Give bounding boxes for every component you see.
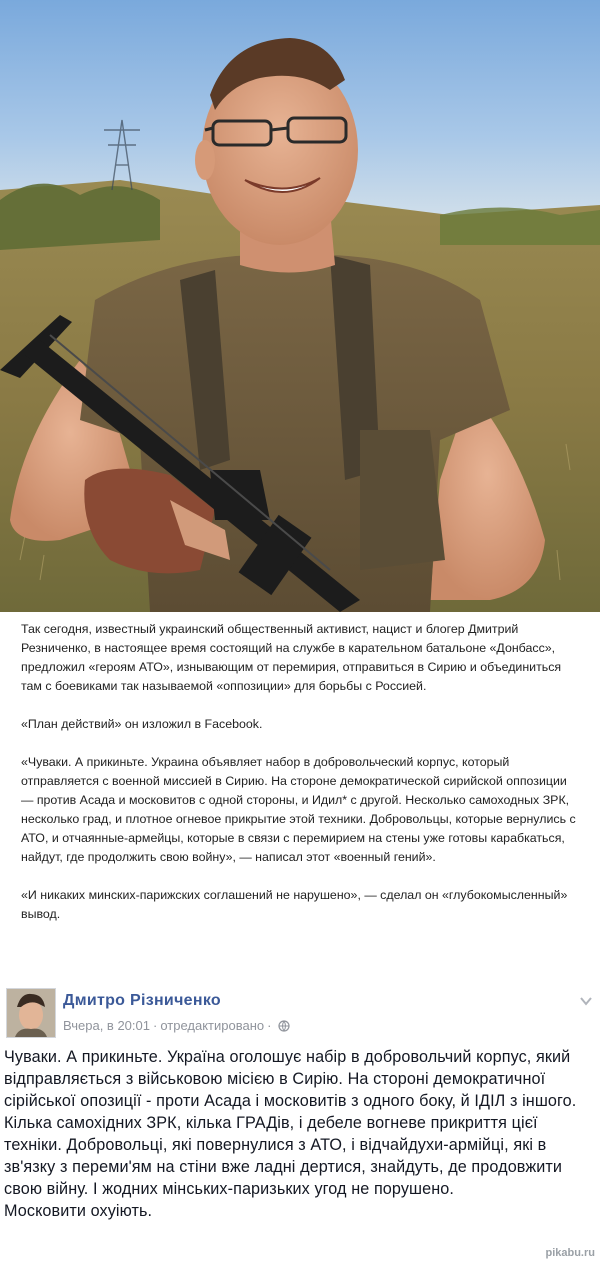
globe-icon[interactable]: [278, 1020, 290, 1032]
meta-separator: ·: [152, 1018, 158, 1033]
post-meta: [63, 1018, 290, 1033]
avatar-image: [7, 989, 55, 1037]
post-author-name[interactable]: Дмитро Різниченко: [63, 992, 221, 1009]
article-paragraph-3: «Чуваки. А прикиньте. Украина объявляет набор в добровольческий корпус, который отправляется с военной миссией в Сирию. На стороне демократической сирийской оппозиции — против Асада и московитов с одной стороны, и Идил* с другой. Несколько самоходных ЗРК, несколько град, и плотное огневое прикрытие этой техники. Добровольцы, которые вернулись с АТО, и отчаянные-армейцы, которые в связи с перемирием на стены уже готовы карабкаться, найдут, где продолжить свою войну», — написал этот «военный гений».: [21, 755, 576, 864]
avatar[interactable]: [6, 988, 56, 1038]
facebook-post-screenshot: [0, 982, 600, 1262]
chevron-down-icon[interactable]: [580, 996, 592, 1006]
post-body-last-line: Московити охуіють.: [4, 1202, 153, 1220]
article-paragraph-2: «План действий» он изложил в Facebook.: [21, 717, 263, 731]
post-body-text: Чуваки. А прикиньте. Україна оголошує набір в добровольчий корпус, який відправляється з військовою місією в Сирію. На стороні демократичної сірійської опозиції - проти Асада і московитів з одного боку, й ІДІЛ з іншого. Кілька самохідних ЗРК, кілька ГРАДів, і дебеле вогневе прикриття цієї техніки. Добровольці, які повернулися з АТО, і відчайдухи-армійці, які в зв'язку з переми'ям на стіни вже ладні дертися, знайдуть, де продовжити свою війну. І жодних мінських-паризьких угод не порушено.: [4, 1048, 577, 1198]
meta-separator-2: ·: [267, 1018, 272, 1033]
post-body: [4, 1046, 596, 1222]
post-timestamp[interactable]: Вчера, в 20:01: [63, 1018, 150, 1033]
article-body: [21, 620, 581, 943]
article-photo: [0, 0, 600, 612]
article-paragraph-4: «И никаких минских-парижских соглашений не нарушено», — сделал он «глубокомысленный» вывод.: [21, 888, 568, 921]
soldier-photo-illustration: [0, 0, 600, 612]
post-edited-label[interactable]: отредактировано: [160, 1018, 265, 1033]
watermark: pikabu.ru: [545, 1247, 595, 1259]
article-paragraph-1: Так сегодня, известный украинский общественный активист, нацист и блогер Дмитрий Резниченко, в настоящее время состоящий на службе в карательном батальоне «Донбасс», предложил «героям АТО», изнывающим от перемирия, отправиться в Сирию и объединиться там с боевиками так называемой «оппозиции» для борьбы с Россией.: [21, 622, 562, 693]
